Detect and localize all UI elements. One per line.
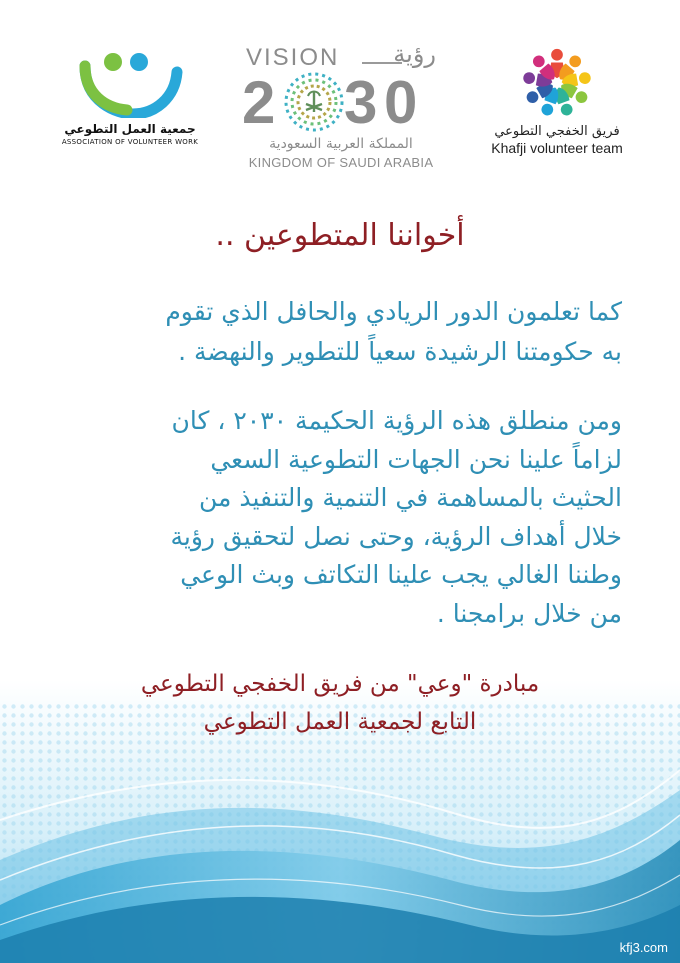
kingdom-name-en: KINGDOM OF SAUDI ARABIA xyxy=(248,155,434,170)
paragraph-line: كما تعلمون الدور الريادي والحافل الذي تقوم xyxy=(165,297,622,326)
flower-center xyxy=(553,79,561,87)
kingdom-name-ar: المملكة العربية السعودية xyxy=(269,136,413,152)
vision-2030-logo xyxy=(236,38,446,173)
vision-title xyxy=(246,40,436,70)
paragraph-line: لزاماً علينا نحن الجهات التطوعية السعي xyxy=(210,444,622,474)
association-name-ar: جمعية العمل التطوعي xyxy=(64,122,196,136)
year-digit: 0 xyxy=(384,69,418,136)
association-logo xyxy=(50,50,210,150)
greeting-heading: أخواننا المتطوعين .. xyxy=(215,218,465,253)
paragraph-line: الحثيث بالمساهمة في التنمية والتنفيذ من xyxy=(199,483,622,512)
khafji-team-logo xyxy=(482,44,632,159)
paragraph-line: وطننا الغالي يجب علينا التكاتف وبث الوعي xyxy=(180,560,622,589)
footer-line: التابع لجمعية العمل التطوعي xyxy=(203,709,477,735)
paragraph-line: من خلال برامجنا . xyxy=(436,598,622,628)
volunteer-association-emblem-icon xyxy=(75,50,185,118)
vision-title-ar: رؤية xyxy=(393,40,436,68)
year-digit: 3 xyxy=(344,69,378,136)
saudi-emblem-icon xyxy=(282,70,346,134)
site-watermark: kfj3.com xyxy=(619,940,668,955)
vision-year xyxy=(236,68,446,138)
khafji-name-ar: فريق الخفجي التطوعي xyxy=(494,124,620,139)
paragraph-vision xyxy=(58,402,622,633)
paragraph-intro xyxy=(58,292,622,372)
khafji-name-en: Khafji volunteer team xyxy=(491,140,623,156)
paragraph-line: خلال أهداف الرؤية، وحتى نصل لتحقيق رؤية xyxy=(170,521,622,551)
initiative-footer xyxy=(80,665,600,741)
vision-title-en: VISION xyxy=(246,44,340,71)
khafji-flower-icon xyxy=(517,44,597,122)
paragraph-line: به حكومتنا الرشيدة سعياً للتطوير والنهضة . xyxy=(178,337,622,366)
year-digit: 2 xyxy=(242,69,276,136)
paragraph-line: ومن منطلق هذه الرؤية الحكيمة ٢٠٣٠ ، كان xyxy=(171,406,622,435)
footer-line: مبادرة "وعي" من فريق الخفجي التطوعي xyxy=(140,671,540,697)
association-name-en: ASSOCIATION OF VOLUNTEER WORK xyxy=(61,138,199,146)
